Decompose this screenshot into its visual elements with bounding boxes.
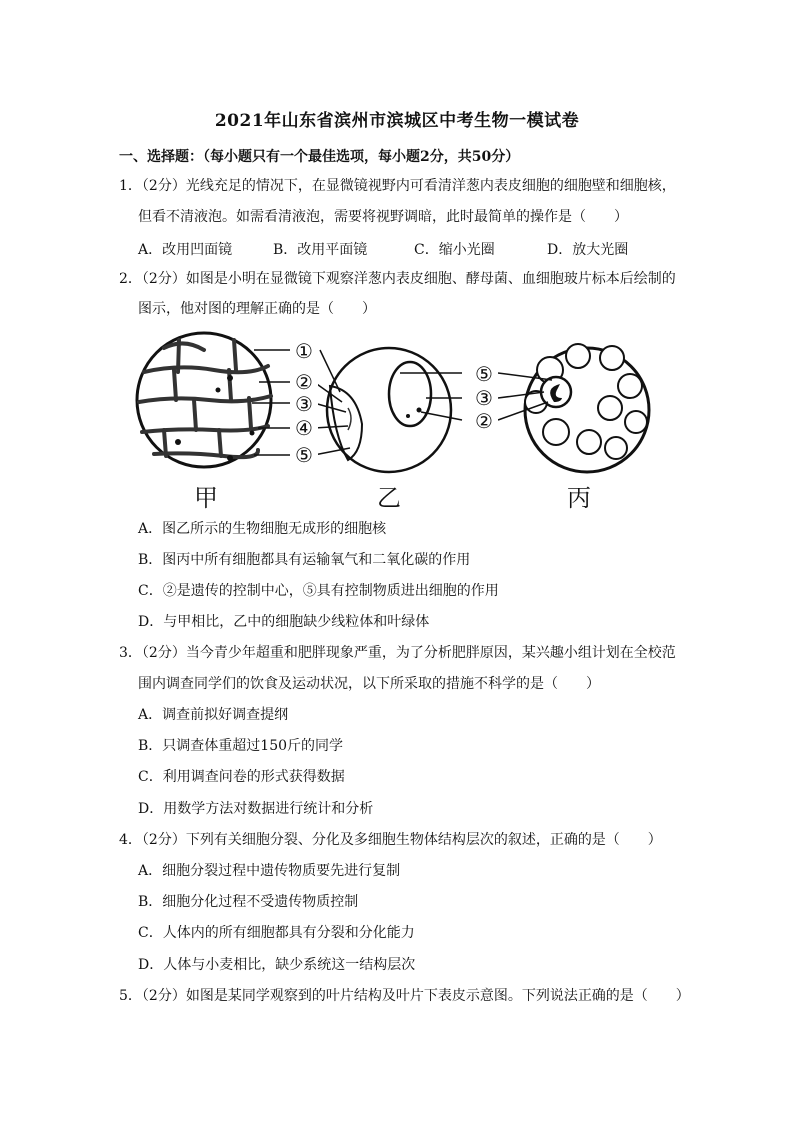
label-4: ④ xyxy=(295,416,313,440)
q2-option-c: C．②是遗传的控制中心，⑤具有控制物质进出细胞的作用 xyxy=(138,583,499,599)
label-1: ① xyxy=(295,339,313,363)
q3-option-c: C．利用调查问卷的形式获得数据 xyxy=(138,769,345,785)
label-5: ⑤ xyxy=(295,443,313,467)
q2-option-d: D．与甲相比，乙中的细胞缺少线粒体和叶绿体 xyxy=(138,614,430,630)
q1-option-c: C．缩小光圈 xyxy=(414,242,495,258)
q2-line-2: 图示，他对图的理解正确的是（ ） xyxy=(138,301,376,317)
onion-cell-view xyxy=(137,333,271,467)
q3-option-a: A．调查前拟好调查提纲 xyxy=(138,707,289,723)
exam-title: 2021年山东省滨州市滨城区中考生物一模试卷 xyxy=(214,111,580,131)
q5-line-1: 5．（2分）如图是某同学观察到的叶片结构及叶片下表皮示意图。下列说法正确的是（ ） xyxy=(119,988,690,1004)
label-3: ③ xyxy=(295,392,313,416)
cell-diagram xyxy=(134,330,664,520)
q3-line-1: 3．（2分）当今青少年超重和肥胖现象严重，为了分析肥胖原因，某兴趣小组计划在全校范 xyxy=(119,645,676,661)
blood-cell-view xyxy=(525,344,649,472)
q3-option-b: B．只调查体重超过150斤的同学 xyxy=(138,738,344,754)
q1-line-2: 但看不清液泡。如需看清液泡，需要将视野调暗，此时最简单的操作是（ ） xyxy=(138,209,628,225)
q1-option-d: D．放大光圈 xyxy=(547,242,629,258)
q1-line-1: 1．（2分）光线充足的情况下，在显微镜视野内可看清洋葱内表皮细胞的细胞壁和细胞核， xyxy=(119,178,676,194)
q4-option-c: C．人体内的所有细胞都具有分裂和分化能力 xyxy=(138,925,415,941)
q2-option-b: B．图丙中所有细胞都具有运输氧气和二氧化碳的作用 xyxy=(138,552,471,568)
q4-option-d: D．人体与小麦相比，缺少系统这一结构层次 xyxy=(138,957,416,973)
yi-label-3: ③ xyxy=(475,386,493,410)
q2-line-1: 2．（2分）如图是小明在显微镜下观察洋葱内表皮细胞、酵母菌、血细胞玻片标本后绘制的 xyxy=(119,271,676,287)
section-heading: 一、选择题：（每小题只有一个最佳选项，每小题2分，共50分） xyxy=(119,149,520,165)
cell-diagram-svg xyxy=(134,330,664,520)
yi-label-2: ② xyxy=(475,409,493,433)
yeast-cell-view xyxy=(327,348,451,472)
caption-jia: 甲 xyxy=(194,484,218,512)
label-2: ② xyxy=(295,370,313,394)
q1-option-b: B．改用平面镜 xyxy=(273,242,368,258)
q4-option-a: A．细胞分裂过程中遗传物质要先进行复制 xyxy=(138,863,401,879)
caption-bing: 丙 xyxy=(567,484,591,512)
q1-option-a: A．改用凹面镜 xyxy=(138,242,233,258)
q3-line-2: 围内调查同学们的饮食及运动状况，以下所采取的措施不科学的是（ ） xyxy=(138,676,600,692)
yi-label-5: ⑤ xyxy=(475,362,493,386)
q2-option-a: A．图乙所示的生物细胞无成形的细胞核 xyxy=(138,521,387,537)
q3-option-d: D．用数学方法对数据进行统计和分析 xyxy=(138,801,374,817)
q4-line-1: 4．（2分）下列有关细胞分裂、分化及多细胞生物体结构层次的叙述，正确的是（ ） xyxy=(119,832,662,848)
caption-yi: 乙 xyxy=(377,484,401,512)
q4-option-b: B．细胞分化过程不受遗传物质控制 xyxy=(138,894,359,910)
